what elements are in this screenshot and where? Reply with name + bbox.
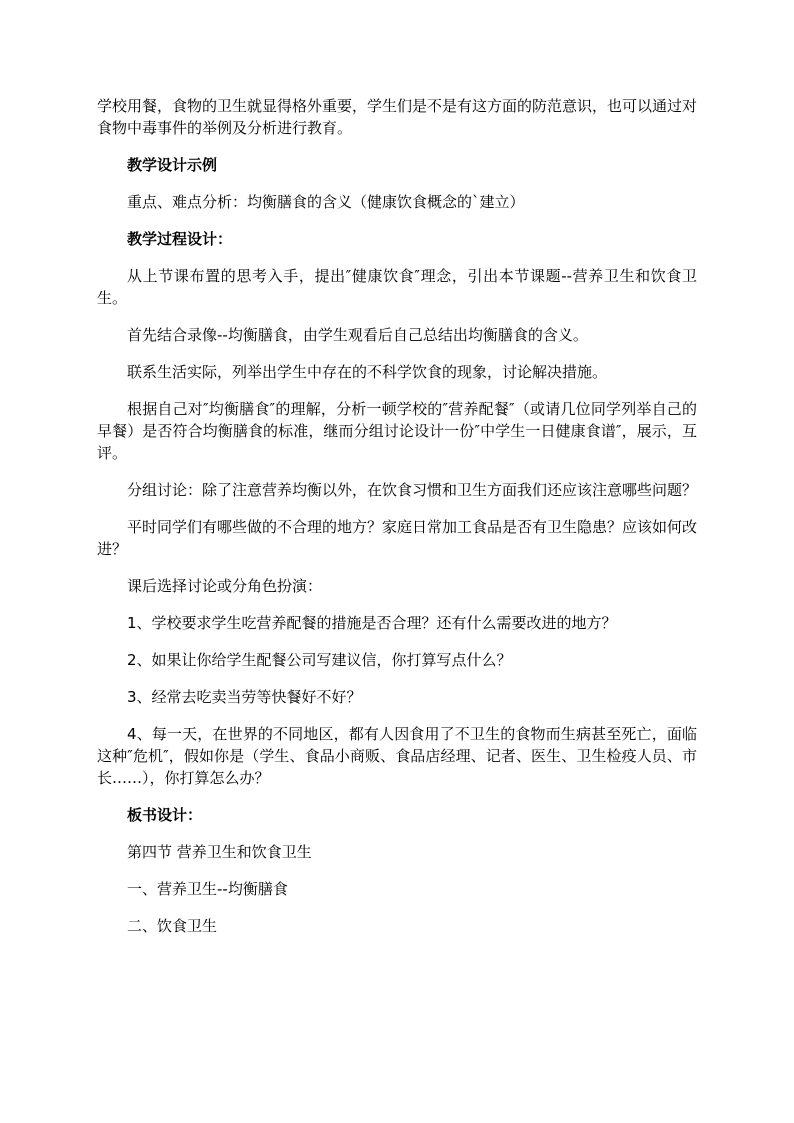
paragraph-improvement: 平时同学们有哪些做的不合理的地方？家庭日常加工食品是否有卫生隐患？应该如何改进？: [97, 518, 698, 558]
board-item-1: 一、营养卫生--均衡膳食: [127, 880, 288, 898]
paragraph-process-2: 首先结合录像--均衡膳食，由学生观看后自己总结出均衡膳食的含义。: [127, 326, 588, 344]
paragraph-intro: 学校用餐，食物的卫生就显得格外重要，学生们是不是有这方面的防范意识，也可以通过对食物中毒事件的举例及分析进行教育。: [97, 97, 698, 137]
board-item-2: 二、饮食卫生: [127, 917, 218, 935]
paragraph-process-3: 联系生活实际，列举出学生中存在的不科学饮食的现象，讨论解决措施。: [127, 363, 608, 381]
board-section-title: 第四节 营养卫生和饮食卫生: [127, 843, 312, 861]
list-item-3: 3、经常去吃卖当劳等快餐好不好？: [127, 688, 362, 706]
heading-design-example: 教学设计示例: [127, 156, 218, 174]
paragraph-key-points: 重点、难点分析：均衡膳食的含义（健康饮食概念的`建立）: [127, 193, 525, 211]
heading-board-design: 板书设计：: [127, 806, 203, 824]
document-body: [97, 95, 697, 952]
paragraph-group-discussion: 分组讨论：除了注意营养均衡以外，在饮食习惯和卫生方面我们还应该注意哪些问题？: [127, 481, 698, 499]
list-item-1: 1、学校要求学生吃营养配餐的措施是否合理？还有什么需要改进的地方？: [127, 614, 617, 632]
list-item-2: 2、如果让你给学生配餐公司写建议信，你打算写点什么？: [127, 651, 512, 669]
paragraph-process-1: 从上节课布置的思考入手，提出″健康饮食″理念，引出本节课题--营养卫生和饮食卫生。: [97, 267, 697, 307]
paragraph-after-class: 课后选择讨论或分角色扮演：: [127, 577, 323, 595]
heading-process-design: 教学过程设计：: [127, 230, 233, 248]
list-item-4: 4、每一天，在世界的不同地区，都有人因食用了不卫生的食物而生病甚至死亡，面临这种″危机″，假如你是（学生、食品小商贩、食品店经理、记者、医生、卫生检疫人员、市长……），你打算怎么办？: [97, 725, 697, 787]
paragraph-process-4: 根据自己对″均衡膳食″的理解，分析一顿学校的″营养配餐″（或请几位同学列举自己的早餐）是否符合均衡膳食的标准，继而分组讨论设计一份″中学生一日健康食谱″，展示，互评。: [97, 400, 697, 462]
